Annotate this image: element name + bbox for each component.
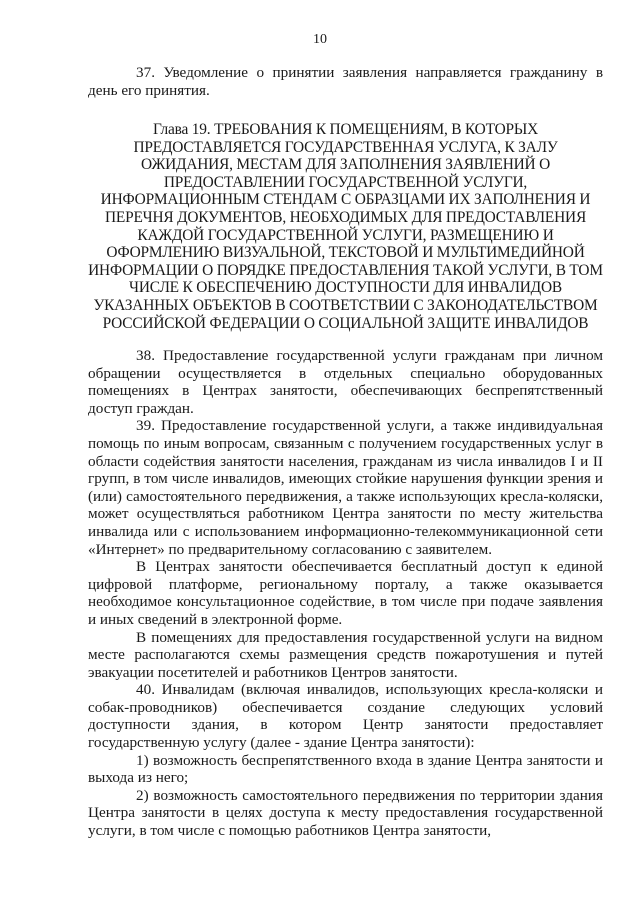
paragraph-block-top [88,64,603,99]
paragraph-37: 37. Уведомление о принятии заявления направляется гражданину в день его принятия. [88,64,603,99]
paragraph-digital-access: В Центрах занятости обеспечивается бесплатный доступ к единой цифровой платформе, региональному порталу, а также оказывается необходимое консультационное содействие, в том числе при подаче заявления и иных сведений в электронной форме. [88,558,603,628]
paragraph-evacuation: В помещениях для предоставления государственной услуги на видном месте располагаются схемы размещения средств пожаротушения и путей эвакуации посетителей и работников Центров занятости. [88,628,603,681]
paragraph-38: 38. Предоставление государственной услуги гражданам при личном обращении осуществляется в отдельных специально оборудованных помещениях в Центрах занятости, обеспечивающих беспрепятственный доступ граждан. [88,347,603,417]
paragraph-40: 40. Инвалидам (включая инвалидов, использующих кресла-коляски и собак-проводников) обеспечивается создание следующих условий доступности здания, в котором Центр занятости предоставляет государственную услугу (далее - здание Центра занятости): [88,681,603,752]
paragraph-block-main [88,347,603,840]
list-item-2: 2) возможность самостоятельного передвижения по территории здания Центра занятости в целях доступа к месту предоставления государственной услуги, в том числе с помощью работников Центра занятости, [88,786,603,840]
chapter-heading: Глава 19. ТРЕБОВАНИЯ К ПОМЕЩЕНИЯМ, В КОТОРЫХ ПРЕДОСТАВЛЯЕТСЯ ГОСУДАРСТВЕННАЯ УСЛУГА, К ЗАЛУ ОЖИДАНИЯ, МЕСТАМ ДЛЯ ЗАПОЛНЕНИЯ ЗАЯВЛЕНИЙ О ПРЕДОСТАВЛЕНИИ ГОСУДАРСТВЕННОЙ УСЛУГИ, ИНФОРМАЦИОННЫМ СТЕНДАМ С ОБРАЗЦАМИ ИХ ЗАПОЛНЕНИЯ И ПЕРЕЧНЯ ДОКУМЕНТОВ, НЕОБХОДИМЫХ ДЛЯ ПРЕДОСТАВЛЕНИЯ КАЖДОЙ ГОСУДАРСТВЕННОЙ УСЛУГИ, РАЗМЕЩЕНИЮ И ОФОРМЛЕНИЮ ВИЗУАЛЬНОЙ, ТЕКСТОВОЙ И МУЛЬТИМЕДИЙНОЙ ИНФОРМАЦИИ О ПОРЯДКЕ ПРЕДОСТАВЛЕНИЯ ТАКОЙ УСЛУГИ, В ТОМ ЧИСЛЕ К ОБЕСПЕЧЕНИЮ ДОСТУПНОСТИ ДЛЯ ИНВАЛИДОВ УКАЗАННЫХ ОБЪЕКТОВ В СООТВЕТСТВИИ С ЗАКОНОДАТЕЛЬСТВОМ РОССИЙСКОЙ ФЕДЕРАЦИИ О СОЦИАЛЬНОЙ ЗАЩИТЕ ИНВАЛИДОВ [88,121,603,332]
paragraph-39: 39. Предоставление государственной услуги, а также индивидуальная помощь по иным вопросам, связанным с получением государственных услуг в области содействия занятости населения, гражданам из числа инвалидов I и II групп, в том числе инвалидов, имеющих стойкие нарушения функции зрения и (или) самостоятельного передвижения, а также использующих кресла-коляски, может осуществляться работником Центра занятости по месту жительства инвалида или с использованием информационно-телекоммуникационной сети «Интернет» по предварительному согласованию с заявителем. [88,417,603,558]
page-number: 10 [313,32,327,47]
list-item-1: 1) возможность беспрепятственного входа в здание Центра занятости и выхода из него; [88,751,603,787]
